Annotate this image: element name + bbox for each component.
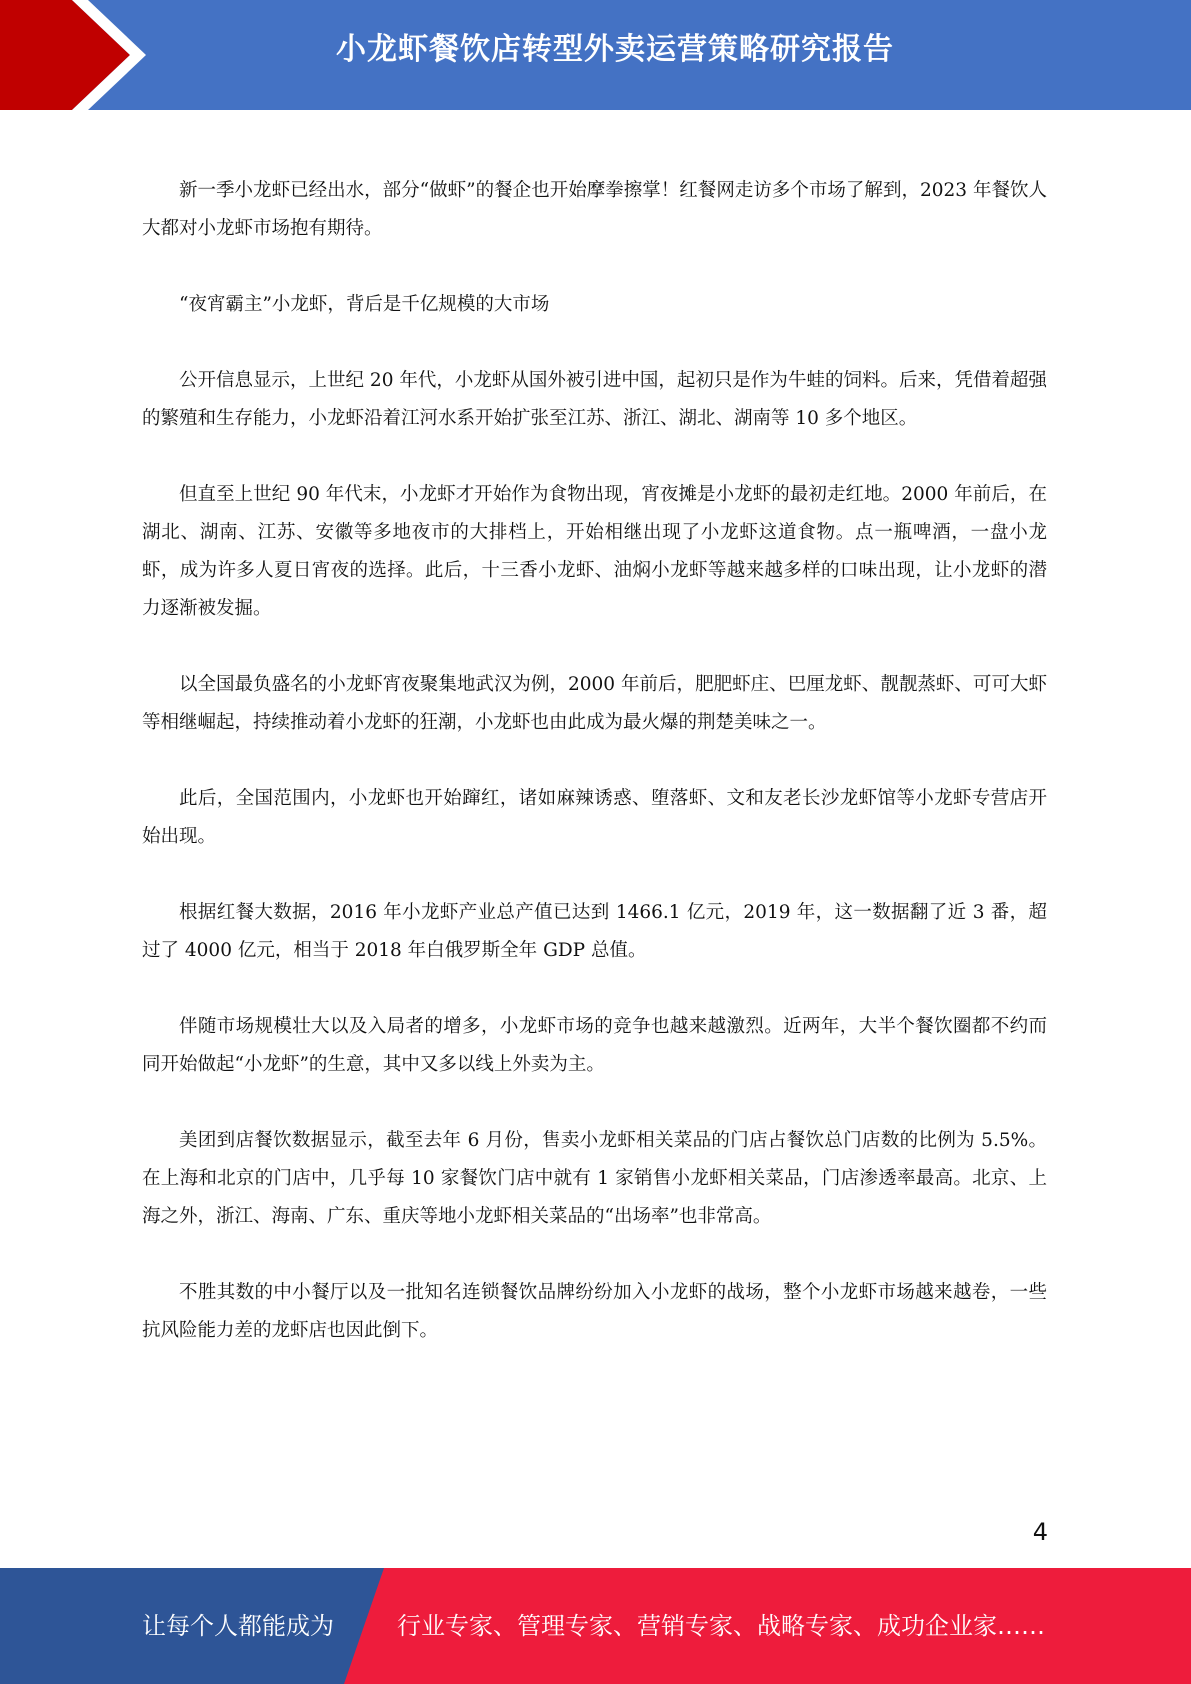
report-title: 小龙虾餐饮店转型外卖运营策略研究报告	[336, 32, 894, 67]
paragraph: 伴随市场规模壮大以及入局者的增多，小龙虾市场的竞争也越来越激烈。近两年，大半个餐饮圈都不约而同开始做起“小龙虾”的生意，其中又多以线上外卖为主。	[142, 1016, 1047, 1075]
page-header	[0, 0, 1191, 110]
section-heading: “夜宵霸主”小龙虾，背后是千亿规模的大市场	[179, 294, 550, 315]
article-body	[142, 172, 1047, 1388]
page-footer	[0, 1568, 1191, 1684]
paragraph: 根据红餐大数据，2016 年小龙虾产业总产值已达到 1466.1 亿元，2019 年，这一数据翻了近 3 番，超过了 4000 亿元，相当于 2018 年白俄罗斯全年 GDP 总值。	[142, 902, 1047, 961]
paragraph: 不胜其数的中小餐厅以及一批知名连锁餐饮品牌纷纷加入小龙虾的战场，整个小龙虾市场越来越卷，一些抗风险能力差的龙虾店也因此倒下。	[142, 1282, 1047, 1341]
paragraph: 美团到店餐饮数据显示，截至去年 6 月份，售卖小龙虾相关菜品的门店占餐饮总门店数的比例为 5.5%。在上海和北京的门店中，几乎每 10 家餐饮门店中就有 1 家销售小龙虾相关菜品，门店渗透率最高。北京、上海之外，浙江、海南、广东、重庆等地小龙虾相关菜品的“出场率”也非常高。	[142, 1130, 1047, 1227]
footer-slogan-right: 行业专家、管理专家、营销专家、战略专家、成功企业家……	[397, 1612, 1045, 1640]
paragraph: 新一季小龙虾已经出水，部分“做虾”的餐企也开始摩拳擦掌！红餐网走访多个市场了解到，2023 年餐饮人大都对小龙虾市场抱有期待。	[142, 180, 1047, 239]
page-number: 4	[1032, 1518, 1048, 1546]
paragraph: 此后，全国范围内，小龙虾也开始蹿红，诸如麻辣诱惑、堕落虾、文和友老长沙龙虾馆等小龙虾专营店开始出现。	[142, 788, 1047, 847]
paragraph: 公开信息显示，上世纪 20 年代，小龙虾从国外被引进中国，起初只是作为牛蛙的饲料。后来，凭借着超强的繁殖和生存能力，小龙虾沿着江河水系开始扩张至江苏、浙江、湖北、湖南等 10 多个地区。	[142, 370, 1047, 429]
paragraph: 但直至上世纪 90 年代末，小龙虾才开始作为食物出现，宵夜摊是小龙虾的最初走红地。2000 年前后，在湖北、湖南、江苏、安徽等多地夜市的大排档上，开始相继出现了小龙虾这道食物。点一瓶啤酒，一盘小龙虾，成为许多人夏日宵夜的选择。此后，十三香小龙虾、油焖小龙虾等越来越多样的口味出现，让小龙虾的潜力逐渐被发掘。	[142, 484, 1047, 619]
paragraph: 以全国最负盛名的小龙虾宵夜聚集地武汉为例，2000 年前后，肥肥虾庄、巴厘龙虾、靓靓蒸虾、可可大虾等相继崛起，持续推动着小龙虾的狂潮，小龙虾也由此成为最火爆的荆楚美味之一。	[142, 674, 1047, 733]
footer-slogan-left: 让每个人都能成为	[142, 1612, 334, 1640]
